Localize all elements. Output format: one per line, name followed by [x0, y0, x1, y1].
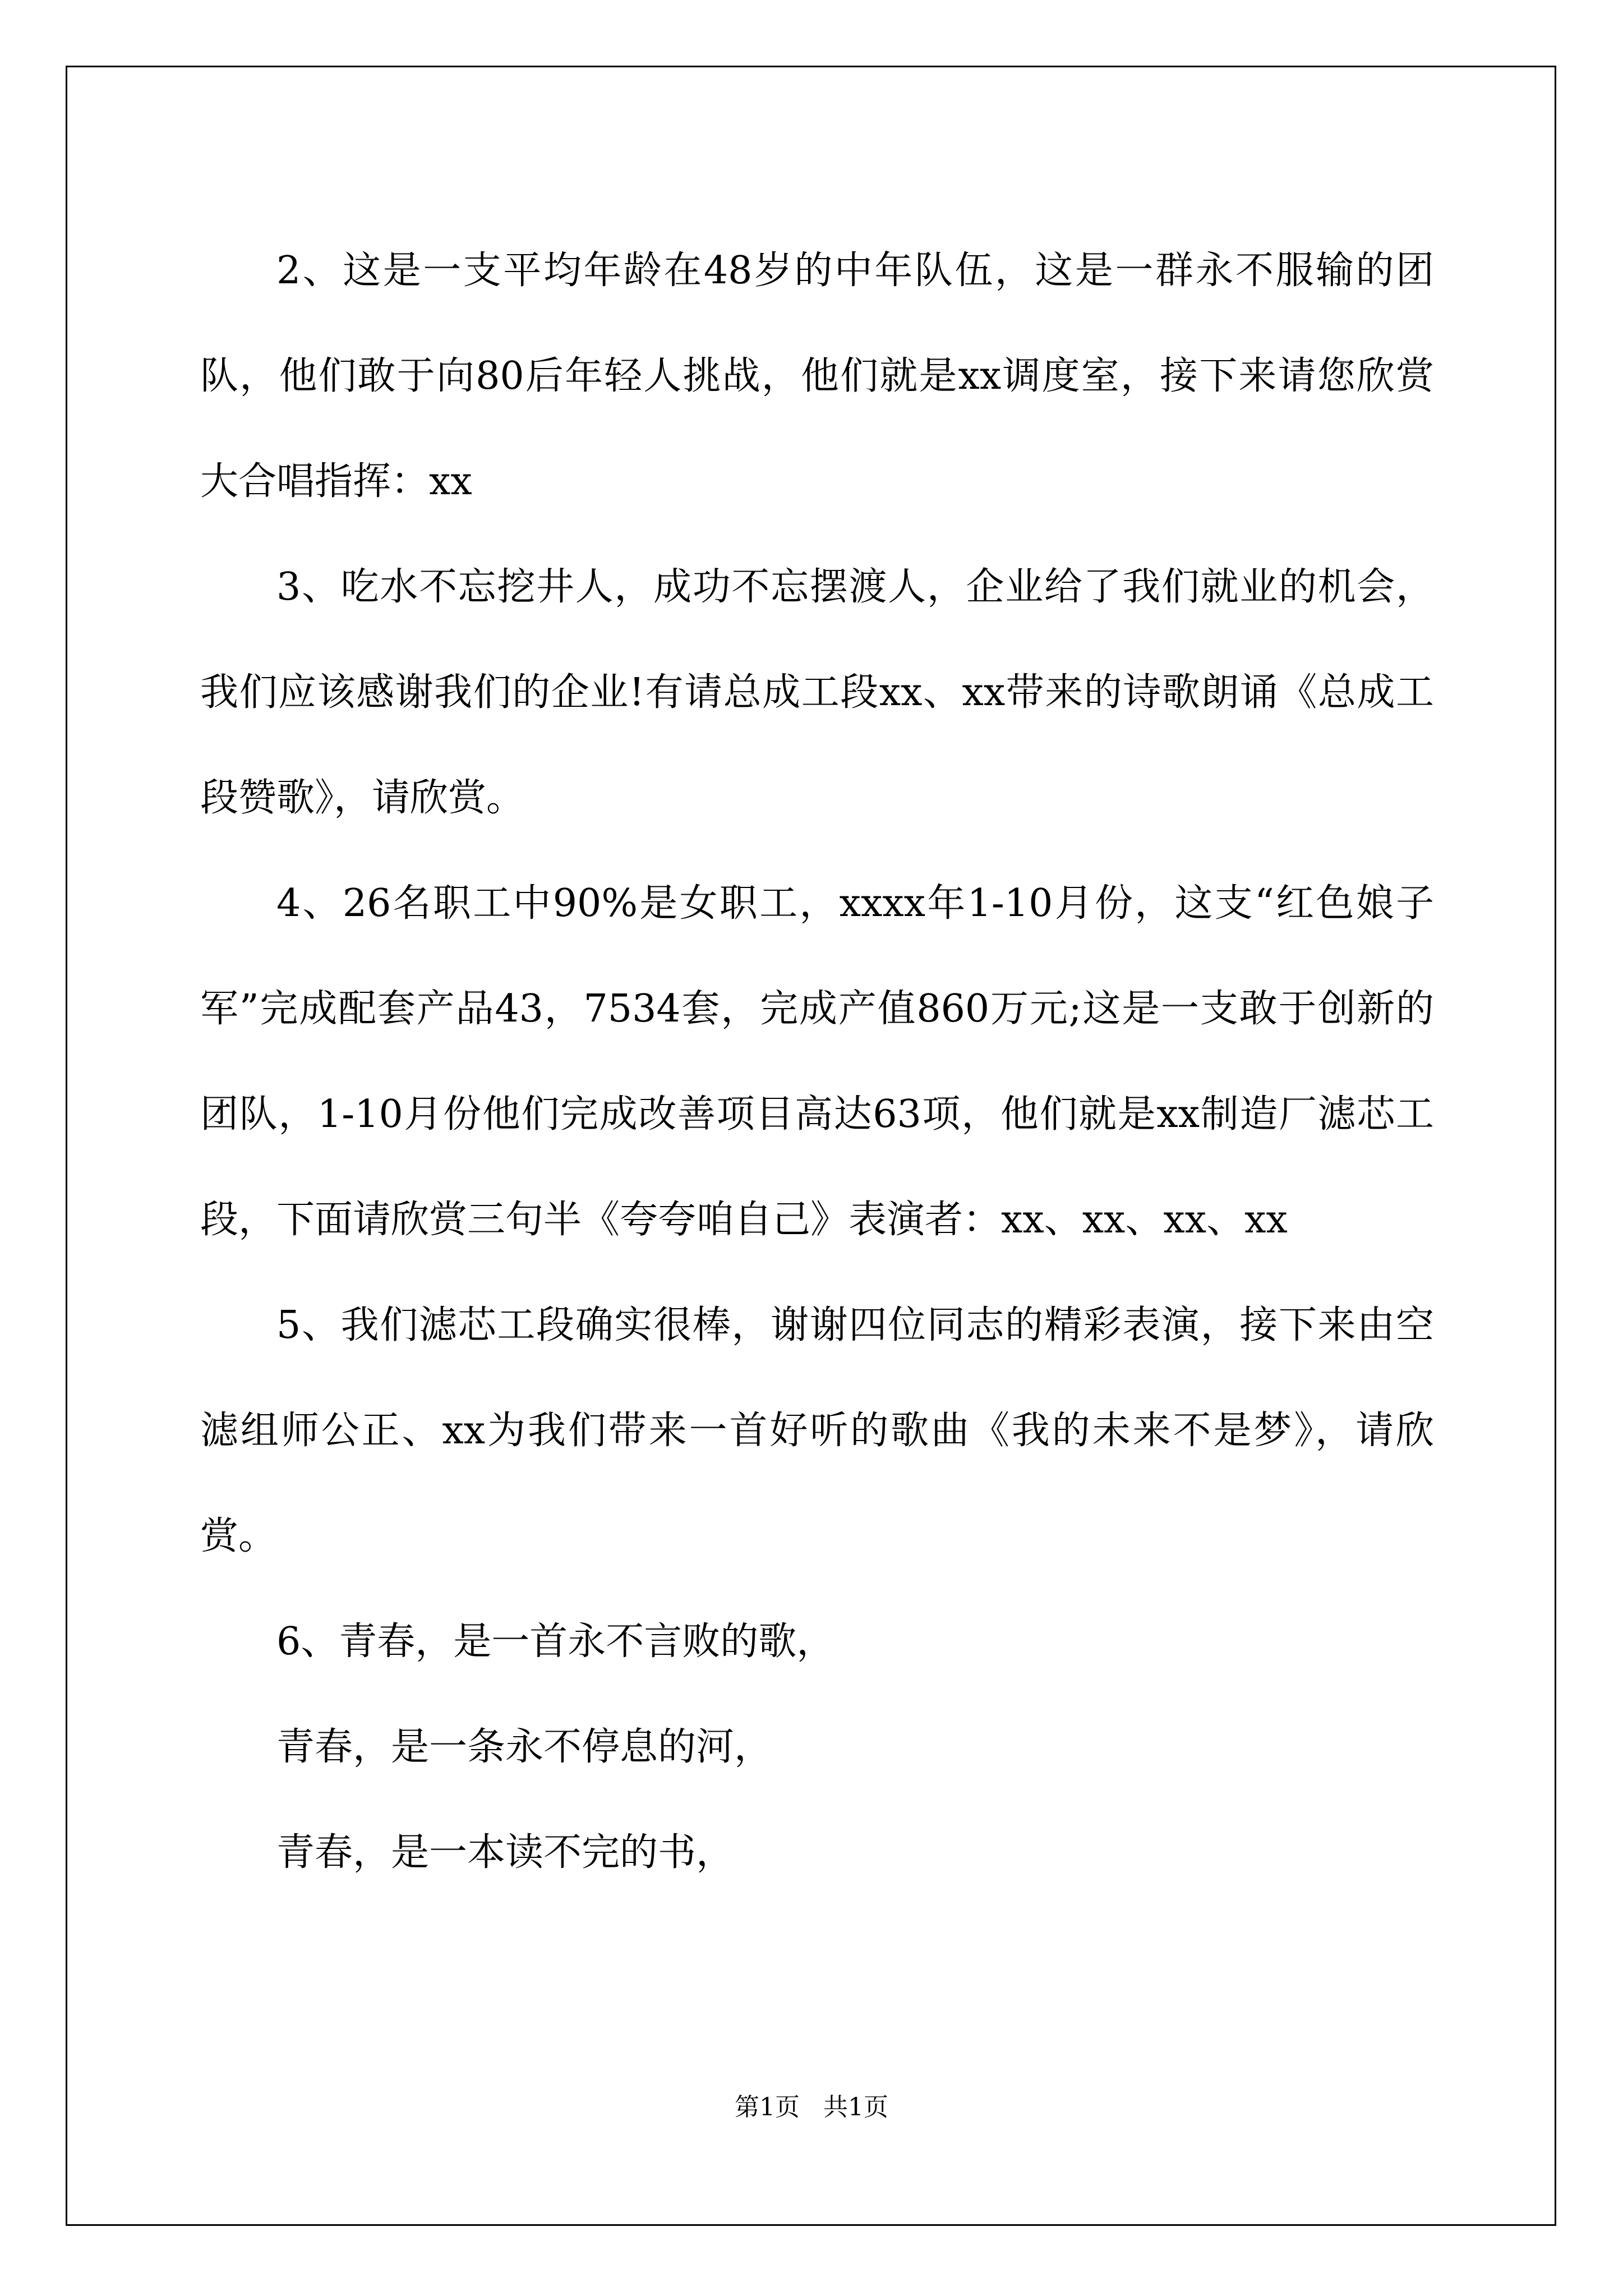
poem-line-2: 青春，是一条永不停息的河，	[276, 1725, 773, 1769]
paragraph-5: 5、我们滤芯工段确实很棒，谢谢四位同志的精彩表演，接下来由空滤组师公正、xx为我们带来一首好听的歌曲《我的未来不是梦》，请欣赏。	[200, 1303, 1434, 1558]
paragraph-3: 3、吃水不忘挖井人，成功不忘摆渡人，企业给了我们就业的机会，我们应该感谢我们的企业!有请总成工段xx、xx带来的诗歌朗诵《总成工段赞歌》，请欣赏。	[200, 565, 1434, 820]
document-body	[200, 218, 1434, 1906]
paragraph-4: 4、26名职工中90%是女职工，xxxx年1-10月份，这支“红色娘子军”完成配套产品43，7534套，完成产值860万元;这是一支敢于创新的团队，1-10月份他们完成改善项目高达63项，他们就是xx制造厂滤芯工段，下面请欣赏三句半《夸夸咱自己》表演者：xx、xx、xx、xx	[200, 881, 1434, 1242]
paragraph-2: 2、这是一支平均年龄在48岁的中年队伍，这是一群永不服输的团队，他们敢于向80后年轻人挑战，他们就是xx调度室，接下来请您欣赏大合唱指挥：xx	[200, 249, 1434, 504]
poem-line-1: 6、青春，是一首永不言败的歌，	[276, 1619, 835, 1664]
page-number-footer: 第1页 共1页	[735, 2093, 888, 2122]
poem-line-3: 青春，是一本读不完的书，	[276, 1830, 735, 1875]
